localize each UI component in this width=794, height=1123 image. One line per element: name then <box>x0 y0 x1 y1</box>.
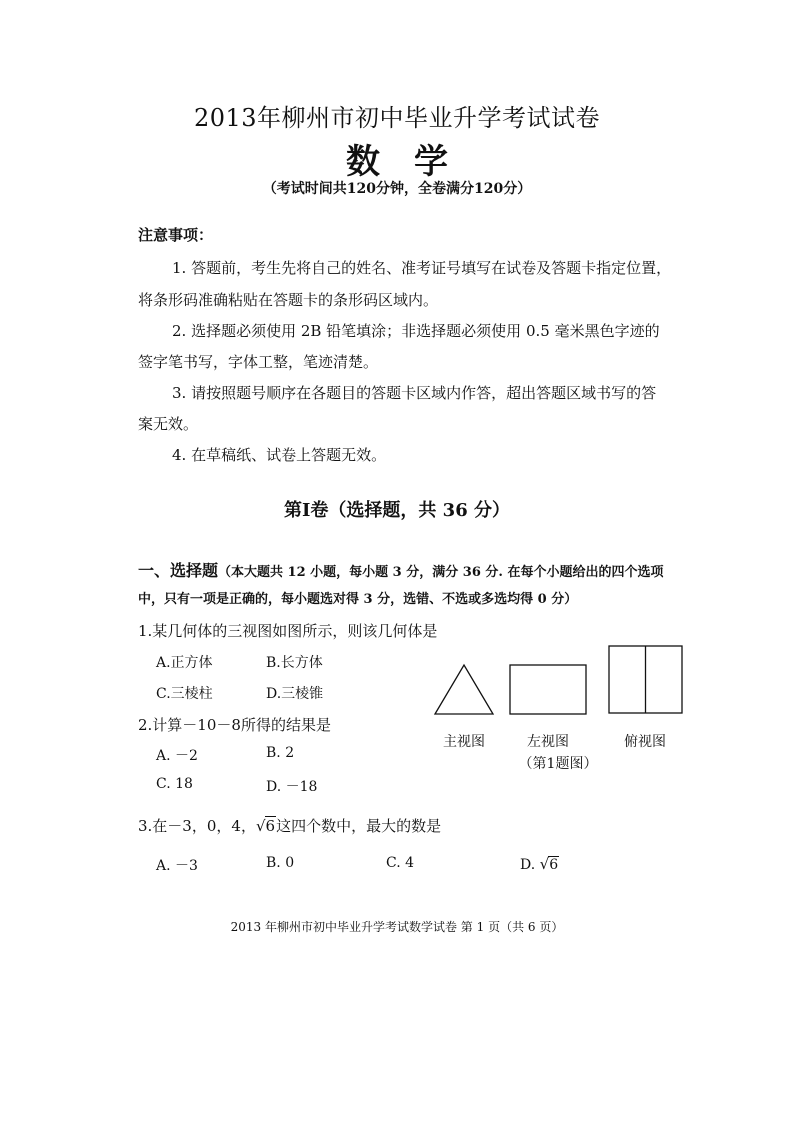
question-3-option-d-radicand: 6 <box>549 857 559 873</box>
left-view-label: 左视图 <box>527 734 569 750</box>
question-3-option-d-prefix: D. <box>520 857 536 873</box>
notice-heading: 注意事项： <box>138 226 214 244</box>
question-2-option-b: B. 2 <box>266 745 295 761</box>
sqrt-symbol: √ <box>539 855 550 873</box>
notice-item-3-line-1: 3. 请按照题号顺序在各题目的答题卡区域内作答，超出答题区域书写的答 <box>172 384 657 402</box>
sqrt-symbol: √ <box>255 817 266 835</box>
question-1-stem: 1.某几何体的三视图如图所示，则该几何体是 <box>138 622 438 640</box>
figure-caption: （第1题图） <box>518 756 598 772</box>
question-2-option-a: A. －2 <box>156 748 198 764</box>
question-3-stem-suffix: 这四个数中，最大的数是 <box>276 817 442 835</box>
question-3-option-b: B. 0 <box>266 855 295 871</box>
top-view-label: 俯视图 <box>624 734 666 750</box>
question-1-option-b: B.长方体 <box>266 655 323 671</box>
notice-item-1-line-1: 1. 答题前，考生先将自己的姓名、准考证号填写在试卷及答题卡指定位置， <box>172 259 672 277</box>
left-view-rectangle <box>510 665 586 714</box>
question-2-stem: 2.计算－10－8所得的结果是 <box>138 716 331 734</box>
question-3-stem-radicand: 6 <box>265 817 276 835</box>
subject-title: 数学 <box>346 142 482 182</box>
notice-item-1-line-2: 将条形码准确粘贴在答题卡的条形码区域内。 <box>138 291 439 309</box>
question-1-option-c: C.三棱柱 <box>156 686 213 702</box>
question-3-stem-prefix: 3.在－3，0，4， <box>138 817 256 835</box>
section-1-desc-line-2: 中，只有一项是正确的，每小题选对得 3 分，选错、不选或多选均得 0 分） <box>138 592 578 607</box>
question-2-option-c: C. 18 <box>156 776 193 792</box>
question-3-option-a: A. －3 <box>156 858 198 874</box>
question-2-option-d: D. －18 <box>266 779 318 795</box>
part-1-title: 第Ⅰ卷（选择题，共 36 分） <box>283 500 510 521</box>
section-1-desc-line-1: （本大题共 12 小题，每小题 3 分，满分 36 分. 在每个小题给出的四个选项 <box>218 565 664 580</box>
question-1-option-d: D.三棱锥 <box>266 686 324 702</box>
front-view-label: 主视图 <box>443 734 485 750</box>
front-view-triangle <box>435 665 493 714</box>
question-3-option-c: C. 4 <box>386 855 415 871</box>
notice-item-4: 4. 在草稿纸、试卷上答题无效。 <box>172 446 387 464</box>
notice-item-3-line-2: 案无效。 <box>138 415 199 433</box>
notice-item-2-line-1: 2. 选择题必须使用 2B 铅笔填涂；非选择题必须使用 0.5 毫米黑色字迹的 <box>172 322 660 340</box>
exam-title: 2013年柳州市初中毕业升学考试试卷 <box>193 104 601 132</box>
page-footer: 2013 年柳州市初中毕业升学考试数学试卷 第 1 页（共 6 页） <box>230 920 564 934</box>
notice-item-2-line-2: 签字笔书写，字体工整，笔迹清楚。 <box>138 353 379 371</box>
question-1-option-a: A.正方体 <box>156 655 213 671</box>
exam-info: （考试时间共120分钟，全卷满分120分） <box>262 181 532 197</box>
section-1-head: 一、选择题 <box>138 561 219 580</box>
